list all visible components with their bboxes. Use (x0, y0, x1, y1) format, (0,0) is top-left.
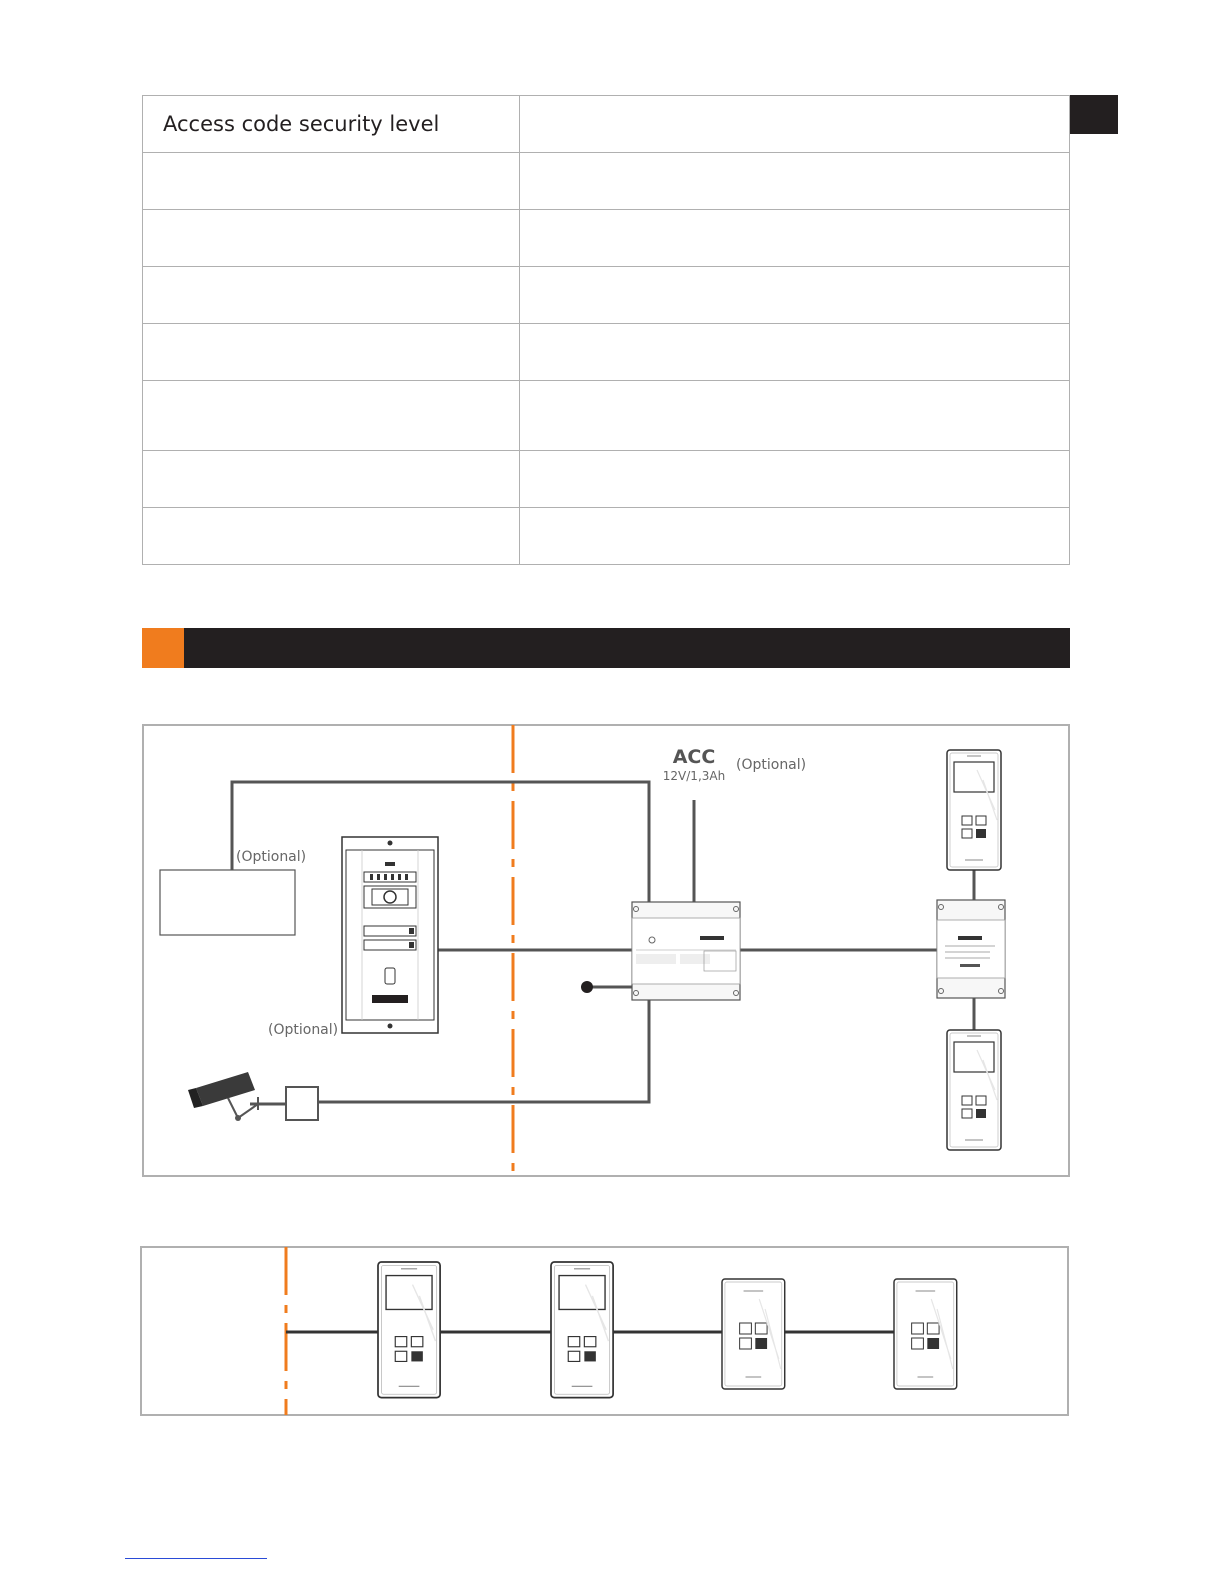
acc-title: ACC (672, 746, 716, 768)
acc-spec: 12V/1,3Ah (662, 769, 726, 783)
optional-device-box (160, 870, 295, 935)
footer-link-underline[interactable] (125, 1558, 267, 1559)
monitor-icon (551, 1262, 613, 1398)
optional-box-label: (Optional) (236, 849, 307, 865)
monitor-icon (947, 750, 1001, 870)
camera-icon (188, 1072, 258, 1121)
monitor-icon (947, 1030, 1001, 1150)
monitor-icon (378, 1262, 440, 1398)
camera-adapter-box (286, 1087, 318, 1120)
monitor-icon (722, 1279, 785, 1389)
distributor-icon (937, 900, 1005, 998)
door-panel-icon (342, 837, 438, 1033)
monitor-icon (894, 1279, 957, 1389)
optional-camera-label: (Optional) (268, 1022, 339, 1038)
optional-acc-label: (Optional) (736, 757, 807, 773)
table-header-cell: Access code security level (143, 96, 520, 153)
ground-terminal (581, 981, 593, 993)
power-supply-icon (632, 902, 740, 1000)
